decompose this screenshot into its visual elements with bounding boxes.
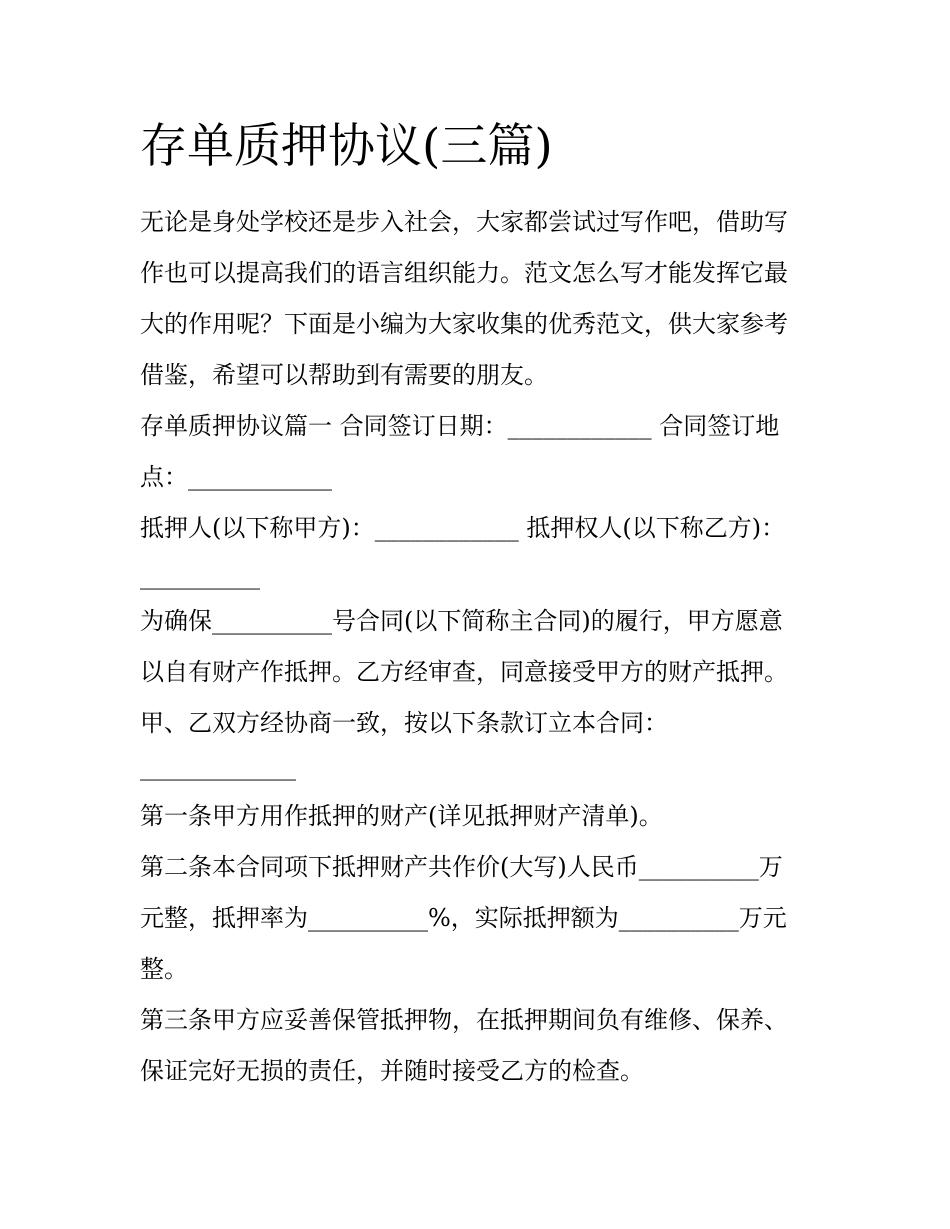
paragraph-line: 作也可以提高我们的语言组织能力。范文怎么写才能发挥它最 (140, 259, 788, 287)
paragraph-line: 借鉴，希望可以帮助到有需要的朋友。 (140, 361, 548, 389)
paragraph-line: 大的作用呢？下面是小编为大家收集的优秀范文，供大家参考 (140, 310, 788, 338)
paragraph-line: 保证完好无损的责任，并随时接受乙方的检查。 (140, 1057, 644, 1085)
paragraph-line: 点：____________ (140, 463, 332, 491)
document-title: 存单质押协议(三篇) (140, 119, 553, 174)
paragraph-line: __________ (140, 562, 260, 590)
paragraph-line: 整。 (140, 955, 188, 983)
paragraph-line: 甲、乙双方经协商一致，按以下条款订立本合同： (140, 709, 668, 737)
paragraph-line: _____________ (140, 753, 296, 781)
paragraph-line: 第三条甲方应妥善保管抵押物，在抵押期间负有维修、保养、 (140, 1006, 788, 1034)
paragraph-line: 无论是身处学校还是步入社会，大家都尝试过写作吧，借助写 (140, 208, 788, 236)
paragraph-line: 第二条本合同项下抵押财产共作价(大写)人民币__________万 (140, 853, 783, 881)
paragraph-line: 存单质押协议篇一 合同签订日期：____________ 合同签订地 (140, 412, 780, 440)
paragraph-line: 以自有财产作抵押。乙方经审查，同意接受甲方的财产抵押。 (140, 658, 788, 686)
paragraph-line: 为确保__________号合同(以下简称主合同)的履行，甲方愿意 (140, 607, 783, 635)
document-page (140, 0, 820, 1229)
paragraph-line: 抵押人(以下称甲方)：____________ 抵押权人(以下称乙方)： (140, 514, 786, 542)
paragraph-line: 元整，抵押率为__________%，实际抵押额为__________万元 (140, 904, 787, 932)
paragraph-line: 第一条甲方用作抵押的财产(详见抵押财产清单)。 (140, 802, 663, 830)
